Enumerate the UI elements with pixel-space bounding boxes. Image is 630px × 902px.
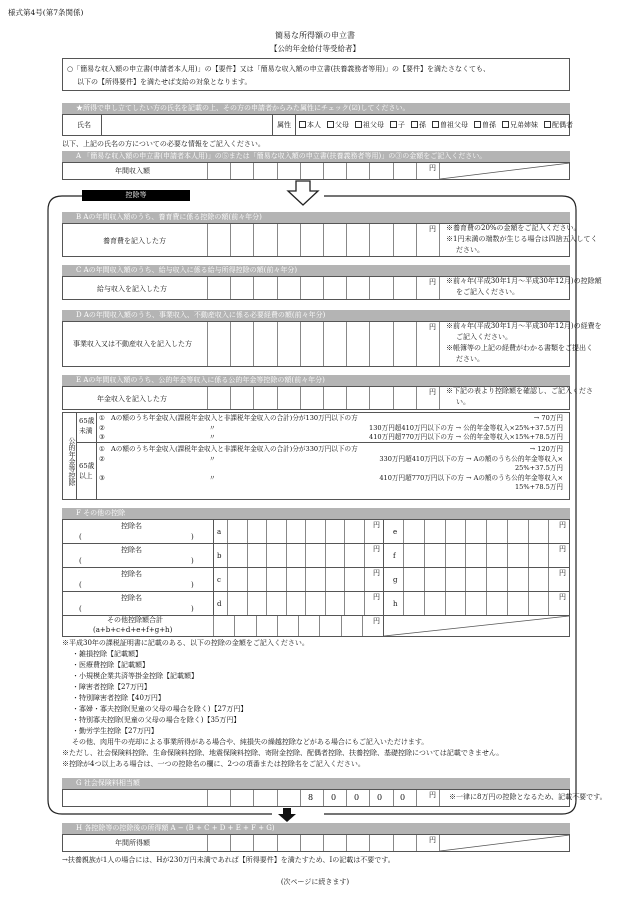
- info-line: 以下、上記の氏名の方についての必要な情報をご記入ください。: [62, 140, 265, 148]
- pension-label: 年金収入を記入した方: [97, 395, 167, 403]
- section-f-bar: F その他の控除: [62, 508, 570, 519]
- section-c-note-1: ※前々年(平成30年1月～平成30年12月)の控除額: [446, 277, 602, 285]
- paren: (: [79, 581, 82, 589]
- attribute-option-label: 兄弟姉妹: [510, 121, 538, 129]
- section-d-note-2: ご記入ください。: [456, 333, 512, 341]
- deduction-amount-input[interactable]: [403, 568, 569, 591]
- section-a-bar: A 「簡易な収入額の申立書(申請者本人用)」の⑤または「簡易な収入額の申立書(扶養義務者等用)」の③の金額をご記入ください。: [62, 151, 570, 162]
- pension-table-cell: Aの額のうち年金収入(課税年金収入と非課税年金収入の合計)分が330万円以下の方: [111, 445, 358, 453]
- other-deduction-row: [63, 592, 569, 616]
- paren: ): [191, 557, 194, 565]
- continued-note: (次ページに続きます): [280, 878, 350, 886]
- attribute-option[interactable]: [502, 121, 538, 129]
- deduction-name-label: 控除名: [121, 594, 142, 602]
- section-f-notes: [62, 638, 582, 770]
- yen-unit: 円: [429, 164, 436, 172]
- item-letter: d: [217, 600, 222, 608]
- section-f-note-line: ・勤労学生控除【27万円】: [72, 727, 158, 735]
- pension-table-cell: 330万円超410万円以下の方 → Aの額のうち公的年金等収入×: [379, 454, 563, 463]
- social-insurance-amount: [299, 793, 414, 803]
- paren: (: [79, 533, 82, 541]
- paren: ): [191, 605, 194, 613]
- section-b-bar: B Aの年間収入額のうち、養育費に係る控除の額(前々年分): [62, 212, 570, 223]
- salary-label: 給与収入を記入した方: [97, 285, 167, 293]
- item-letter: g: [393, 576, 398, 584]
- checkbox[interactable]: [544, 121, 551, 128]
- pension-table-cell: 15%+78.5万円: [514, 483, 563, 491]
- deduction-name-label: 控除名: [121, 546, 142, 554]
- attribute-option[interactable]: [432, 121, 468, 129]
- section-d-note-3: ※帳簿等の上記の経費がわかる書類をご提出く: [446, 344, 593, 352]
- notice-line-2: 以下の【所得要件】を満たせば支給の対象となります。: [77, 78, 252, 86]
- section-d-note-4: ださい。: [456, 355, 484, 363]
- item-letter: b: [217, 552, 222, 560]
- salary-deduction-input[interactable]: [207, 277, 439, 299]
- business-expense-input[interactable]: [207, 322, 439, 366]
- section-f-note-line: ・寡婦・寡夫控除(児童の父母の場合を除く)【27万円】: [72, 705, 248, 713]
- deduction-tag: 控除等: [82, 190, 190, 201]
- annual-income-input[interactable]: [207, 163, 439, 179]
- section-g-bar: G 社会保険料相当額: [62, 778, 570, 789]
- yen-unit: 円: [559, 569, 566, 577]
- section-d-bar: D Aの年間収入額のうち、事業収入、不動産収入に係る必要経費の額(前々年分): [62, 310, 570, 321]
- attribute-option[interactable]: [327, 121, 349, 129]
- attribute-option[interactable]: [474, 121, 496, 129]
- paren: (: [79, 605, 82, 613]
- instruction-bar: ★所得で申し立てしたい方の氏名を記載の上、その方の申請者からみた属性にチェック(☑)してください。: [62, 103, 570, 114]
- deduction-amount-input[interactable]: [227, 568, 383, 591]
- section-f-note-line: ・小規模企業共済等掛金控除【記載額】: [72, 672, 198, 680]
- name-row: [62, 114, 573, 136]
- yen-unit: 円: [373, 593, 380, 601]
- attribute-option-label: 曽祖父母: [440, 121, 468, 129]
- digit-cell: 0: [376, 793, 383, 802]
- attribute-option-label: 祖父母: [363, 121, 384, 129]
- other-deduction-row: [63, 568, 569, 592]
- deduction-amount-input[interactable]: [403, 592, 569, 615]
- item-letter: h: [393, 600, 398, 608]
- pension-table-cell: 〃: [209, 473, 216, 482]
- section-e-bar: E Aの年間収入額のうち、公的年金等収入に係る公的年金等控除の額(前々年分): [62, 375, 570, 386]
- deduction-amount-input[interactable]: [227, 520, 383, 543]
- section-f-note-line: ※控除が4つ以上ある場合は、一つの控除名の欄に、2つの項番または控除名をご記入ください。: [62, 760, 365, 768]
- section-f-note-line: ・特別障害者控除【40万円】: [72, 694, 165, 702]
- yen-unit: 円: [429, 388, 436, 396]
- section-a-row: [62, 162, 570, 180]
- child-support-input[interactable]: [207, 224, 439, 256]
- yen-unit: 円: [429, 278, 436, 286]
- paren: (: [79, 557, 82, 565]
- attribute-option[interactable]: [544, 121, 573, 129]
- over-65-label: 65歳以上: [77, 443, 97, 499]
- attribute-option[interactable]: [390, 121, 405, 129]
- yen-unit: 円: [373, 617, 380, 625]
- checkbox[interactable]: [390, 121, 397, 128]
- pension-table-cell: 〃: [209, 454, 216, 463]
- attribute-option-label: 子: [398, 121, 405, 129]
- total-amount-input[interactable]: [213, 616, 383, 636]
- pension-deduction-input[interactable]: [207, 387, 439, 409]
- attribute-option[interactable]: [411, 121, 426, 129]
- down-arrow-icon: [278, 808, 296, 822]
- section-f-note-line: ・障害者控除【27万円】: [72, 683, 151, 691]
- yen-unit: 円: [373, 569, 380, 577]
- pension-table-cell: 〃: [209, 423, 216, 432]
- pension-table-cell: ①: [99, 414, 105, 422]
- section-f-note-line: ※ただし、社会保険料控除、生命保険料控除、地震保険料控除、寄附金控除、配偶者控除、扶養控除、基礎控除については記載できません。: [62, 749, 504, 757]
- annual-income-h-input[interactable]: [207, 835, 439, 851]
- other-deduction-row: [63, 544, 569, 568]
- deduction-name-label: 控除名: [121, 570, 142, 578]
- paren: ): [191, 581, 194, 589]
- pension-table-cell: 410万円超770万円以下の方 → Aの額のうち公的年金等収入×: [379, 473, 563, 482]
- footer-note: →扶養親族が1人の場合には、Hが230万円未満であれば【所得要件】を満たすため、Iの記載は不要です。: [62, 856, 395, 864]
- deduction-name-label: 控除名: [121, 522, 142, 530]
- checkbox[interactable]: [355, 121, 362, 128]
- section-h-row: [62, 834, 570, 852]
- other-deduction-total-row: [63, 616, 569, 636]
- section-h-bar: H 各控除等の控除後の所得額 A − (B + C + D + E + F + G): [62, 823, 570, 834]
- name-input[interactable]: [102, 115, 272, 135]
- attribute-option-label: 曽孫: [482, 121, 496, 129]
- business-income-label: 事業収入又は不動産収入を記入した方: [73, 340, 192, 348]
- attribute-label: 属性: [277, 121, 291, 129]
- attribute-option-label: 本人: [307, 121, 321, 129]
- pension-table-cell: ②: [99, 454, 105, 463]
- pension-table-cell: ③: [99, 433, 105, 441]
- page-subtitle: 【公的年金給付等受給者】: [270, 44, 360, 53]
- attribute-option[interactable]: [355, 121, 384, 129]
- deduction-amount-input[interactable]: [403, 520, 569, 543]
- total-label: その他控除額合計: [107, 616, 163, 624]
- item-letter: f: [393, 552, 396, 560]
- pension-table-cell: 410万円超770万円以下の方 → 公的年金等収入×15%+78.5万円: [369, 433, 563, 441]
- pension-side-label: 公的年金等控除: [63, 413, 77, 499]
- section-d-note-1: ※前々年(平成30年1月～平成30年12月)の経費を: [446, 322, 602, 330]
- yen-unit: 円: [373, 545, 380, 553]
- section-c-bar: C Aの年間収入額のうち、給与収入に係る給与所得控除の額(前々年分): [62, 265, 570, 276]
- deduction-amount-input[interactable]: [227, 544, 383, 567]
- form-number: 様式第4号(第7条関係): [8, 8, 84, 17]
- digit-cell: 8: [307, 793, 314, 802]
- section-e-note-1: ※下記の表より控除額を確認し、ご記入くださ: [446, 387, 593, 395]
- total-formula: (a+b+c+d+e+f+g+h): [93, 626, 173, 634]
- digit-cell: 0: [330, 793, 337, 802]
- item-letter: a: [217, 528, 222, 536]
- under-65-label: 65歳未満: [77, 413, 97, 443]
- yen-unit: 円: [429, 225, 436, 233]
- attribute-options: [299, 121, 579, 130]
- section-g-row: [62, 789, 607, 807]
- yen-unit: 円: [429, 323, 436, 331]
- other-deductions-grid: [62, 519, 570, 637]
- attribute-option[interactable]: [299, 121, 321, 129]
- item-letter: e: [393, 528, 398, 536]
- annual-income-h-label: 年間所得額: [115, 839, 150, 847]
- pension-table-cell: → 120万円: [529, 445, 563, 453]
- paren: ): [191, 533, 194, 541]
- section-c-note-2: をご記入ください。: [456, 288, 519, 296]
- yen-unit: 円: [429, 791, 436, 799]
- other-deduction-row: [63, 520, 569, 544]
- section-f-note-line: その他、肉用牛の売却による事業所得がある場合や、純損失の繰越控除などがある場合にもご記入いただけます。: [72, 738, 429, 746]
- pension-table-cell: → 70万円: [533, 414, 563, 422]
- digit-cell: 0: [353, 793, 360, 802]
- yen-unit: 円: [559, 521, 566, 529]
- section-f-note-line: ・雑損控除【記載額】: [72, 650, 142, 658]
- yen-unit: 円: [559, 593, 566, 601]
- checkbox[interactable]: [474, 121, 481, 128]
- checkbox[interactable]: [327, 121, 334, 128]
- name-label: 氏名: [77, 121, 91, 129]
- section-g-note: ※一律に8万円の控除となるため、記載不要です。: [449, 793, 607, 801]
- section-f-note-line: ※平成30年の課税証明書に記載のある、以下の控除の金額をご記入ください。: [62, 639, 309, 647]
- pension-table-cell: Aの額のうち年金収入(課税年金収入と非課税年金収入の合計)分が130万円以下の方: [111, 414, 358, 422]
- annual-income-label: 年間収入額: [115, 167, 150, 175]
- pension-table: [62, 412, 570, 500]
- deduction-amount-input[interactable]: [403, 544, 569, 567]
- pension-table-cell: 25%+37.5万円: [514, 464, 563, 472]
- digit-cell: 0: [399, 793, 406, 802]
- pension-table-cell: ①: [99, 445, 105, 453]
- attribute-option-label: 孫: [419, 121, 426, 129]
- yen-unit: 円: [373, 521, 380, 529]
- notice-line-1: ○「簡易な収入額の申立書(申請者本人用)」の【要件】又は「簡易な収入額の申立書(扶養義務者等用)」の【要件】を満たさなくても、: [67, 65, 491, 73]
- attribute-option-label: 配偶者: [552, 121, 573, 129]
- section-e-note-2: い。: [456, 398, 470, 406]
- attribute-option-label: 父母: [335, 121, 349, 129]
- pension-table-cell: 130万円超410万円以下の方 → 公的年金等収入×25%+37.5万円: [369, 423, 563, 432]
- checkbox[interactable]: [502, 121, 509, 128]
- section-f-note-line: ・特別寡夫控除(児童の父母の場合を除く)【35万円】: [72, 716, 241, 724]
- yen-unit: 円: [559, 545, 566, 553]
- checkbox[interactable]: [411, 121, 418, 128]
- section-f-note-line: ・医療費控除【記載額】: [72, 661, 149, 669]
- pension-table-cell: ③: [99, 473, 105, 482]
- checkbox[interactable]: [299, 121, 306, 128]
- yen-unit: 円: [429, 836, 436, 844]
- section-b-note-1: ※養育費の20%の金額をご記入ください。: [446, 224, 581, 232]
- pension-table-cell: ②: [99, 423, 105, 432]
- deduction-amount-input[interactable]: [227, 592, 383, 615]
- child-support-label: 養育費を記入した方: [103, 237, 166, 245]
- section-b-note-3: ださい。: [456, 246, 484, 254]
- section-b-note-2: ※1円未満の端数が生じる場合は四捨五入してく: [446, 235, 598, 243]
- item-letter: c: [217, 576, 221, 584]
- page-title: 簡易な所得額の申立書: [275, 31, 355, 40]
- notice-box: [62, 58, 570, 91]
- checkbox[interactable]: [432, 121, 439, 128]
- pension-table-cell: 〃: [209, 433, 216, 441]
